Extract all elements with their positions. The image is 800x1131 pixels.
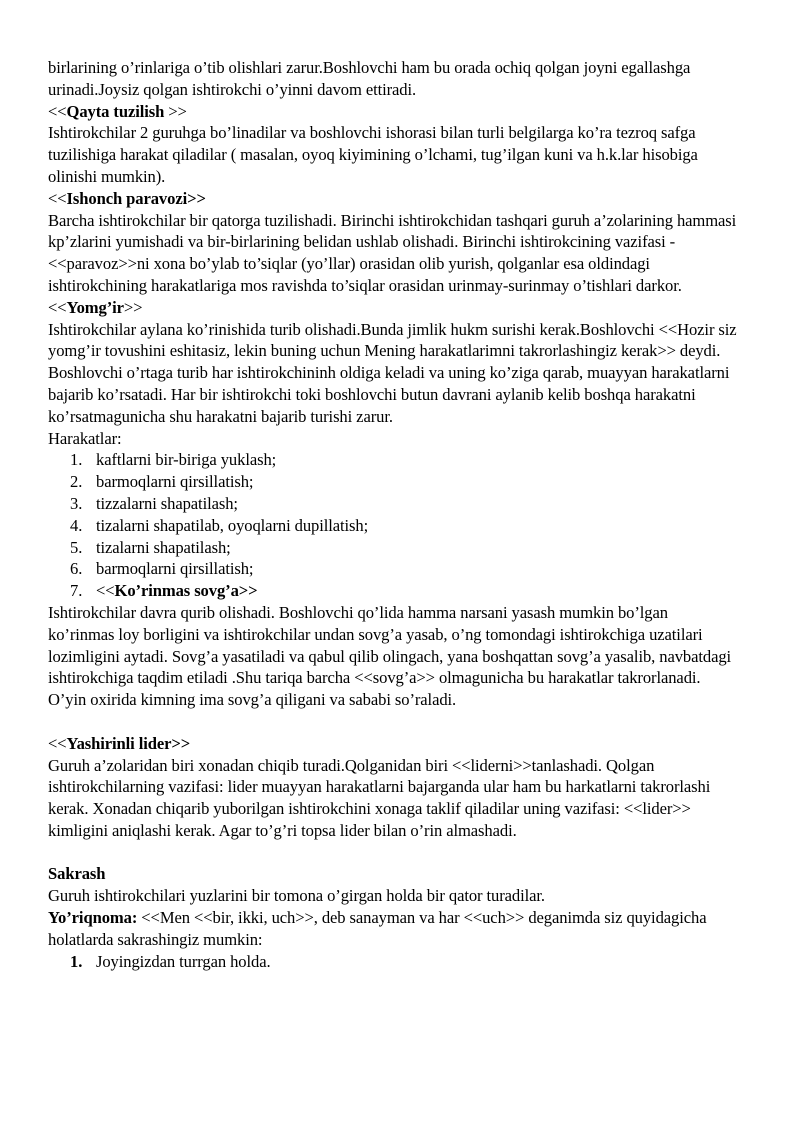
paragraph-korinmas-sovga: Ishtirokchilar davra qurib olishadi. Boshlovchi qo’lida hamma narsani yasash mumkin bo’lgan ko’rinmas loy borligini va ishtirokchilar undan sovg’a yasab, o’ng tomondagi ishtirokchiga uzatilari lozimligini aytadi. Sovg’a yasatiladi va qabul qilib olingach, yana boshqattan sovg’a yasalib, navbatdagi ishtirokchiga taqdim etiladi .Shu tariqa barcha <<sovg’a>> olmagunicha bu harakatlar takrorlanadi. O’yin oxirida kimning ima sovg’a qiligani va sababi so’raladi. bbox=[48, 602, 732, 710]
list-item-text: kaftlarni bir-biriga yuklash; bbox=[96, 450, 277, 470]
list-item bbox=[48, 951, 738, 973]
heading-title: Yashirinli lider>> bbox=[66, 733, 191, 753]
heading-yashirinli-lider bbox=[48, 733, 738, 755]
list-item-text: Joyingizdan turrgan holda. bbox=[96, 951, 271, 971]
list-item-number: 1. bbox=[70, 450, 83, 470]
list-item-text: tizalarni shapatilash; bbox=[96, 537, 231, 557]
paragraph-sakrash: Guruh ishtirokchilari yuzlarini bir tomona o’girgan holda bir qator turadilar. bbox=[48, 886, 545, 906]
list-item-number: 3. bbox=[70, 493, 83, 513]
paragraph-yashirinli-lider: Guruh a’zolaridan biri xonadan chiqib turadi.Qolganidan biri <<liderni>>tanlashadi. Qolgan ishtirokchilarning vazifasi: lider muayyan harakatlarni bajarganda ular ham bu harkatlarni takrorlashi kerak. Xonadan chiqarib yuborilgan ishtirokchini xonaga taklif qiladilar uning vazifasi: <<lider>> kimligini aniqlashi kerak. Agar to’g’ri topsa lider bilan o’rin almashadi. bbox=[48, 755, 711, 840]
instruction-label: Yo’riqnoma: bbox=[48, 908, 138, 928]
list-item bbox=[48, 558, 738, 580]
heading-ishonch-paravozi bbox=[48, 188, 738, 210]
list-item bbox=[48, 537, 738, 559]
sakrash-list bbox=[48, 951, 738, 973]
heading-title: Yomg’ir bbox=[66, 297, 124, 317]
paragraph-spacer bbox=[48, 711, 738, 733]
paragraph-yoriqnoma bbox=[48, 907, 738, 951]
heading-title: Qayta tuzilish bbox=[66, 101, 169, 121]
list-item-number: 2. bbox=[70, 472, 83, 492]
paragraph-ishonch-paravozi: Barcha ishtirokchilar bir qatorga tuzilishadi. Birinchi ishtirokchidan tashqari guruh a’zolarining hammasi kp’zlarini yumishadi va bir-birlarining belidan ushlab olishadi. Birinchi ishtirokcining vazifasi - <<paravoz>>ni xona bo’ylab to’siqlar (yo’llar) orasidan olib yurish, qolganlar esa oldindagi ishtirokchining harakatlariga mos ravishda to’siqlar orasidan urinmay-surinmay o’tishlari darkor. bbox=[48, 210, 737, 295]
list-item-text: barmoqlarni qirsillatish; bbox=[96, 472, 254, 492]
heading-title: Ko’rinmas sovg’a>> bbox=[114, 581, 258, 601]
heading-open-quote: << bbox=[48, 101, 67, 121]
list-heading-harakatlar: Harakatlar: bbox=[48, 428, 122, 448]
heading-qayta-tuzilish bbox=[48, 101, 738, 123]
heading-open-quote: << bbox=[48, 297, 67, 317]
list-item-number: 5. bbox=[70, 537, 83, 557]
heading-title: Ishonch paravozi>> bbox=[66, 188, 206, 208]
heading-close-quote: >> bbox=[123, 297, 143, 317]
heading-title: Sakrash bbox=[48, 864, 106, 884]
list-item-number: 7. bbox=[70, 581, 83, 601]
list-item-number: 1. bbox=[70, 951, 83, 971]
list-item bbox=[48, 515, 738, 537]
list-item bbox=[48, 471, 738, 493]
intro-paragraph: birlarining o’rinlariga o’tib olishlari zarur.Boshlovchi ham bu orada ochiq qolgan joyni egallashga urinadi.Joysiz qolgan ishtirokchi o’yinni davom ettiradi. bbox=[48, 58, 691, 99]
paragraph-spacer bbox=[48, 842, 738, 864]
list-item-number: 4. bbox=[70, 515, 83, 535]
list-item-number: 6. bbox=[70, 559, 83, 579]
paragraph-yomgir: Ishtirokchilar aylana ko’rinishida turib olishadi.Bunda jimlik hukm surishi kerak.Boshlovchi <<Hozir siz yomg’ir tovushini eshitasiz, lekin buning uchun Mening harakatlarimni takrorlashingiz kerak>> deydi. Boshlovchi o’rtaga turib har ishtirokchininh oldiga keladi va uning ko’ziga qarab, muayyan harakatlarni bajarib ko’rsatadi. Har bir ishtirokchi toki boshlovchi butun davrani aylanib kelib boshqa harakatni ko’rsatmagunicha shu harakatni bajarib turishi zarur. bbox=[48, 319, 737, 426]
heading-open-quote: << bbox=[48, 188, 67, 208]
instruction-text: <<Men <<bir, ikki, uch>>, deb sanayman va har <<uch>> deganimda siz quyidagicha holatlarda sakrashingiz mumkin: bbox=[48, 908, 707, 949]
paragraph-qayta-tuzilish: Ishtirokchilar 2 guruhga bo’linadilar va boshlovchi ishorasi bilan turli belgilarga ko’ra tezroq safga tuzilishiga harakat qiladilar ( masalan, oyoq kiyimining o’lchami, tug’ilgan kuni va h.k.lar hisobiga olinishi mumkin). bbox=[48, 123, 698, 186]
list-item bbox=[48, 449, 738, 471]
heading-sakrash bbox=[48, 863, 738, 885]
list-item-text: barmoqlarni qirsillatish; bbox=[96, 559, 254, 579]
heading-open-quote: << bbox=[96, 581, 115, 601]
heading-close-quote: >> bbox=[168, 101, 187, 121]
list-item-text: tizzalarni shapatilash; bbox=[96, 493, 238, 513]
harakatlar-list bbox=[48, 449, 738, 602]
heading-yomgir bbox=[48, 297, 738, 319]
document-page bbox=[48, 57, 738, 972]
list-item bbox=[48, 493, 738, 515]
heading-open-quote: << bbox=[48, 733, 67, 753]
list-item-korinmas-sovga bbox=[48, 580, 738, 602]
list-item-text: tizalarni shapatilab, oyoqlarni dupillatish; bbox=[96, 515, 369, 535]
